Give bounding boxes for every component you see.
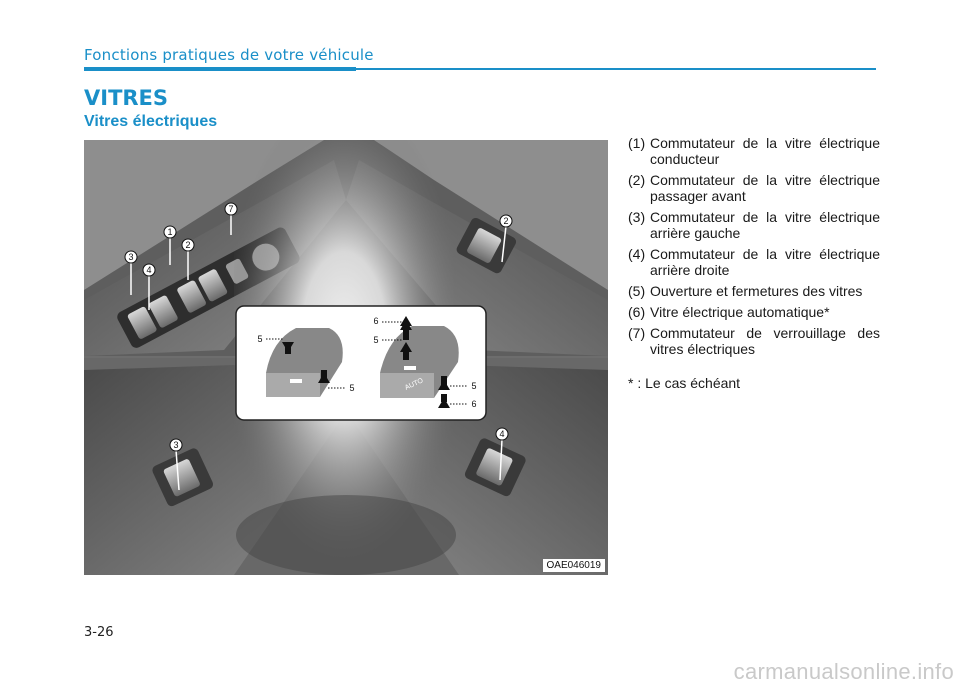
legend-number: (2)	[628, 172, 646, 188]
legend-number: (3)	[628, 209, 646, 225]
svg-text:5: 5	[471, 381, 477, 391]
legend-item	[628, 325, 880, 357]
svg-text:6: 6	[373, 316, 379, 326]
legend-number: (6)	[628, 304, 646, 320]
section-title: VITRES	[84, 86, 169, 110]
svg-text:AUTO: AUTO	[403, 377, 425, 392]
svg-text:6: 6	[471, 399, 477, 409]
legend-item	[628, 172, 880, 204]
legend-text: Ouverture et fermetures des vitres	[650, 283, 863, 299]
svg-text:2: 2	[185, 240, 191, 250]
svg-text:3: 3	[173, 440, 179, 450]
legend-text: Commutateur de la vitre électrique conducteur	[650, 135, 880, 167]
figure-code: OAE046019	[543, 559, 606, 572]
switch-detail-inset	[236, 306, 486, 420]
legend-list	[628, 135, 880, 391]
svg-text:4: 4	[146, 265, 152, 275]
legend-item	[628, 209, 880, 241]
svg-text:5: 5	[373, 335, 379, 345]
legend-footnote: * : Le cas échéant	[628, 375, 741, 391]
chapter-title: Fonctions pratiques de votre véhicule	[84, 46, 374, 64]
svg-text:2: 2	[503, 216, 509, 226]
svg-text:3: 3	[128, 252, 134, 262]
legend-text: Commutateur de la vitre électrique passager avant	[650, 172, 880, 204]
page-number: 3-26	[84, 625, 114, 640]
svg-text:1: 1	[167, 227, 173, 237]
legend-item	[628, 304, 880, 320]
legend-text: Commutateur de verrouillage des vitres électriques	[650, 325, 880, 357]
legend-text: Commutateur de la vitre électrique arrière droite	[650, 246, 880, 278]
legend-text: Vitre électrique automatique*	[650, 304, 830, 320]
legend-number: (5)	[628, 283, 646, 299]
illustration-drawing	[84, 140, 608, 575]
svg-text:4: 4	[499, 429, 505, 439]
legend-text: Commutateur de la vitre électrique arrière gauche	[650, 209, 880, 241]
svg-text:5: 5	[349, 383, 355, 393]
legend-item	[628, 283, 880, 299]
svg-text:7: 7	[228, 204, 234, 214]
header-rule-thin	[356, 68, 876, 70]
power-window-illustration	[84, 140, 608, 575]
watermark: carmanualsonline.info	[733, 659, 954, 684]
header-rule-thick	[84, 67, 356, 71]
legend-item	[628, 246, 880, 278]
svg-text:5: 5	[257, 334, 263, 344]
legend-number: (7)	[628, 325, 646, 341]
legend-number: (1)	[628, 135, 646, 151]
legend-item	[628, 135, 880, 167]
section-subtitle: Vitres électriques	[84, 113, 218, 130]
legend-number: (4)	[628, 246, 646, 262]
